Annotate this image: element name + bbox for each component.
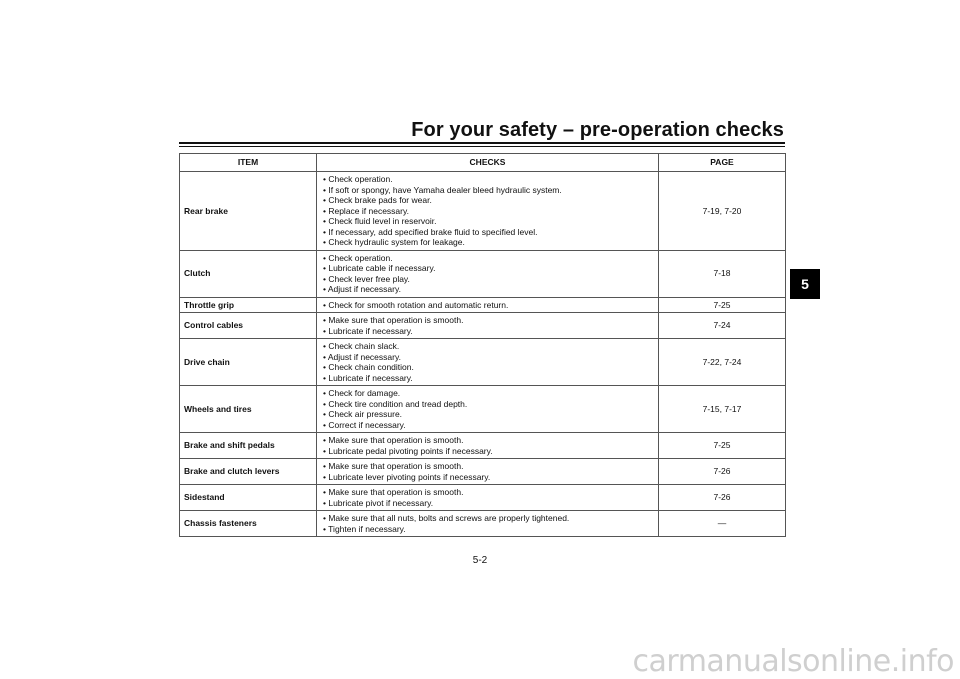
check-line: • Lubricate pivot if necessary. bbox=[323, 497, 434, 508]
item-cell: Drive chain bbox=[180, 339, 317, 386]
check-line: • Lubricate cable if necessary. bbox=[323, 263, 436, 273]
table-header-row bbox=[180, 154, 786, 172]
table-row bbox=[180, 250, 786, 297]
item-cell: Wheels and tires bbox=[180, 386, 317, 433]
item-cell: Chassis fasteners bbox=[180, 511, 317, 537]
checks-cell bbox=[317, 297, 659, 313]
check-line: • Check lever free play. bbox=[323, 273, 410, 284]
check-line: • Check chain slack. bbox=[323, 341, 400, 351]
pre-operation-checks-table bbox=[179, 153, 786, 537]
item-cell: Control cables bbox=[180, 313, 317, 339]
title-rule-thick bbox=[179, 142, 785, 144]
checks-cell bbox=[317, 433, 659, 459]
page-cell: 7-19, 7-20 bbox=[659, 172, 786, 251]
item-cell: Brake and clutch levers bbox=[180, 459, 317, 485]
check-line: • Check for damage. bbox=[323, 388, 401, 398]
table-row bbox=[180, 511, 786, 537]
check-line: • Make sure that operation is smooth. bbox=[323, 315, 464, 325]
check-line: • Check operation. bbox=[323, 174, 393, 184]
check-line: • Make sure that operation is smooth. bbox=[323, 487, 464, 497]
page-cell: 7-25 bbox=[659, 297, 786, 313]
page-cell: 7-15, 7-17 bbox=[659, 386, 786, 433]
item-cell: Throttle grip bbox=[180, 297, 317, 313]
checks-cell bbox=[317, 511, 659, 537]
page-title: For your safety – pre-operation checks bbox=[411, 119, 784, 141]
page-cell: 7-22, 7-24 bbox=[659, 339, 786, 386]
check-line: • Check for smooth rotation and automatic return. bbox=[323, 299, 509, 310]
check-line: • If necessary, add specified brake fluid to specified level. bbox=[323, 226, 538, 237]
item-cell: Clutch bbox=[180, 250, 317, 297]
page-cell: — bbox=[659, 511, 786, 537]
checks-cell bbox=[317, 172, 659, 251]
watermark: carmanualsonline.info bbox=[632, 644, 954, 679]
check-line: • Replace if necessary. bbox=[323, 205, 409, 216]
check-line: • Make sure that operation is smooth. bbox=[323, 435, 464, 445]
header-checks: CHECKS bbox=[317, 154, 659, 172]
page-cell: 7-26 bbox=[659, 459, 786, 485]
table-row bbox=[180, 485, 786, 511]
check-line: • Lubricate pedal pivoting points if necessary. bbox=[323, 445, 493, 456]
check-line: • Check operation. bbox=[323, 252, 393, 263]
page-number: 5-2 bbox=[472, 555, 488, 566]
check-line: • Tighten if necessary. bbox=[323, 523, 406, 534]
checks-cell bbox=[317, 313, 659, 339]
table-row bbox=[180, 172, 786, 251]
check-line: • Make sure that operation is smooth. bbox=[323, 461, 464, 471]
checks-cell bbox=[317, 386, 659, 433]
table-row bbox=[180, 433, 786, 459]
checks-cell bbox=[317, 339, 659, 386]
check-line: • Correct if necessary. bbox=[323, 419, 406, 430]
header-page: PAGE bbox=[659, 154, 786, 172]
check-line: • Check hydraulic system for leakage. bbox=[323, 237, 465, 247]
check-line: • Check fluid level in reservoir. bbox=[323, 216, 437, 226]
table-row bbox=[180, 339, 786, 386]
check-line: • Lubricate if necessary. bbox=[323, 372, 413, 383]
check-line: • Adjust if necessary. bbox=[323, 351, 401, 362]
checks-cell bbox=[317, 485, 659, 511]
checks-cell bbox=[317, 459, 659, 485]
check-line: • If soft or spongy, have Yamaha dealer bleed hydraulic system. bbox=[323, 184, 562, 195]
checks-cell bbox=[317, 250, 659, 297]
page-cell: 7-24 bbox=[659, 313, 786, 339]
check-line: • Check tire condition and tread depth. bbox=[323, 398, 468, 409]
table-row bbox=[180, 386, 786, 433]
page-cell: 7-18 bbox=[659, 250, 786, 297]
table-body bbox=[180, 172, 786, 537]
item-cell: Rear brake bbox=[180, 172, 317, 251]
item-cell: Sidestand bbox=[180, 485, 317, 511]
check-line: • Check air pressure. bbox=[323, 409, 403, 419]
title-rule-thin bbox=[179, 146, 785, 147]
check-line: • Make sure that all nuts, bolts and screws are properly tightened. bbox=[323, 513, 570, 523]
chapter-tab: 5 bbox=[790, 269, 820, 299]
check-line: • Check chain condition. bbox=[323, 362, 414, 372]
page-cell: 7-26 bbox=[659, 485, 786, 511]
check-line: • Check brake pads for wear. bbox=[323, 195, 432, 205]
table-row bbox=[180, 313, 786, 339]
check-line: • Lubricate lever pivoting points if necessary. bbox=[323, 471, 491, 482]
table-row bbox=[180, 459, 786, 485]
page-cell: 7-25 bbox=[659, 433, 786, 459]
item-cell: Brake and shift pedals bbox=[180, 433, 317, 459]
header-item: ITEM bbox=[180, 154, 317, 172]
check-line: • Adjust if necessary. bbox=[323, 284, 401, 294]
table-row bbox=[180, 297, 786, 313]
check-line: • Lubricate if necessary. bbox=[323, 325, 413, 336]
